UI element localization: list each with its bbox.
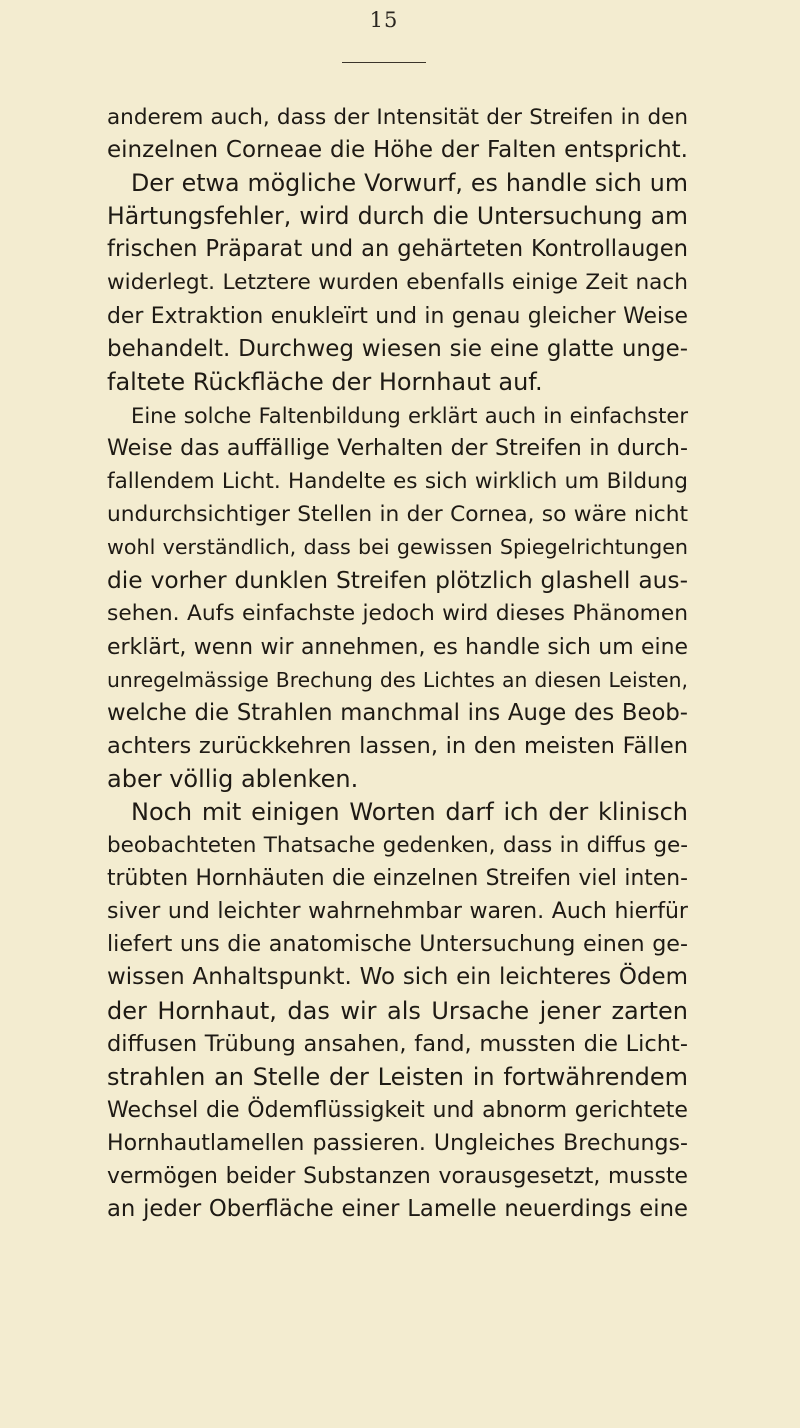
text-line: siver und leichter wahrnehmbar waren. Auch hierfür <box>107 899 688 925</box>
text-line: frischen Präparat und an gehärteten Kontrollaugen <box>107 236 688 263</box>
text-line: widerlegt. Letztere wurden ebenfalls einige Zeit nach <box>107 270 688 296</box>
text-line: behandelt. Durchweg wiesen sie eine glatte unge- <box>107 335 688 362</box>
text-line: wissen Anhaltspunkt. Wo sich ein leichteres Ödem <box>107 964 688 991</box>
text-line: vermögen beider Substanzen vorausgesetzt, musste <box>107 1164 688 1189</box>
body-text <box>107 101 688 1226</box>
text-line: an jeder Oberfläche einer Lamelle neuerdings eine <box>107 1196 688 1223</box>
text-line: Noch mit einigen Worten darf ich der klinisch <box>131 797 688 826</box>
text-line: Weise das auffällige Verhalten der Streifen in durch- <box>107 434 688 461</box>
text-line: diffusen Trübung ansahen, fand, mussten die Licht- <box>107 1030 688 1057</box>
text-line: wohl verständlich, dass bei gewissen Spiegelrichtungen <box>107 535 688 560</box>
text-line: undurchsichtiger Stellen in der Cornea, so wäre nicht <box>107 502 688 528</box>
page-number-rule <box>342 62 426 63</box>
text-line: Wechsel die Ödemflüssigkeit und abnorm gerichtete <box>107 1097 688 1123</box>
text-line: der Extraktion enukleïrt und in genau gleicher Weise <box>107 303 688 329</box>
text-line: trübten Hornhäuten die einzelnen Streifen viel inten- <box>107 866 688 892</box>
text-line: einzelnen Corneae die Höhe der Falten entspricht. <box>107 137 688 164</box>
text-line: strahlen an Stelle der Leisten in fortwährendem <box>107 1062 688 1091</box>
text-line: faltete Rückfläche der Hornhaut auf. <box>107 367 543 396</box>
text-line: Eine solche Faltenbildung erklärt auch in einfachster <box>131 402 688 428</box>
text-line: anderem auch, dass der Intensität der Streifen in den <box>107 105 688 130</box>
text-line: sehen. Aufs einfachste jedoch wird dieses Phänomen <box>107 601 688 627</box>
text-line: unregelmässige Brechung des Lichtes an diesen Leisten, <box>107 667 688 692</box>
text-line: Hornhautlamellen passieren. Ungleiches Brechungs- <box>107 1130 688 1156</box>
text-line: liefert uns die anatomische Untersuchung einen ge- <box>107 931 688 958</box>
page-number: 15 <box>369 8 399 32</box>
text-line: die vorher dunklen Streifen plötzlich glashell aus- <box>107 566 688 595</box>
text-line: aber völlig ablenken. <box>107 764 359 793</box>
text-line: der Hornhaut, das wir als Ursache jener zarten <box>107 996 688 1025</box>
text-line: Der etwa mögliche Vorwurf, es handle sich um <box>131 169 688 198</box>
text-line: Härtungsfehler, wird durch die Untersuchung am <box>107 202 688 231</box>
text-line: achters zurückkehren lassen, in den meisten Fällen <box>107 732 688 759</box>
text-line: welche die Strahlen manchmal ins Auge des Beob- <box>107 699 688 726</box>
text-line: erklärt, wenn wir annehmen, es handle sich um eine <box>107 634 688 660</box>
text-line: fallendem Licht. Handelte es sich wirklich um Bildung <box>107 469 688 495</box>
text-line: beobachteten Thatsache gedenken, dass in diffus ge- <box>107 833 688 859</box>
